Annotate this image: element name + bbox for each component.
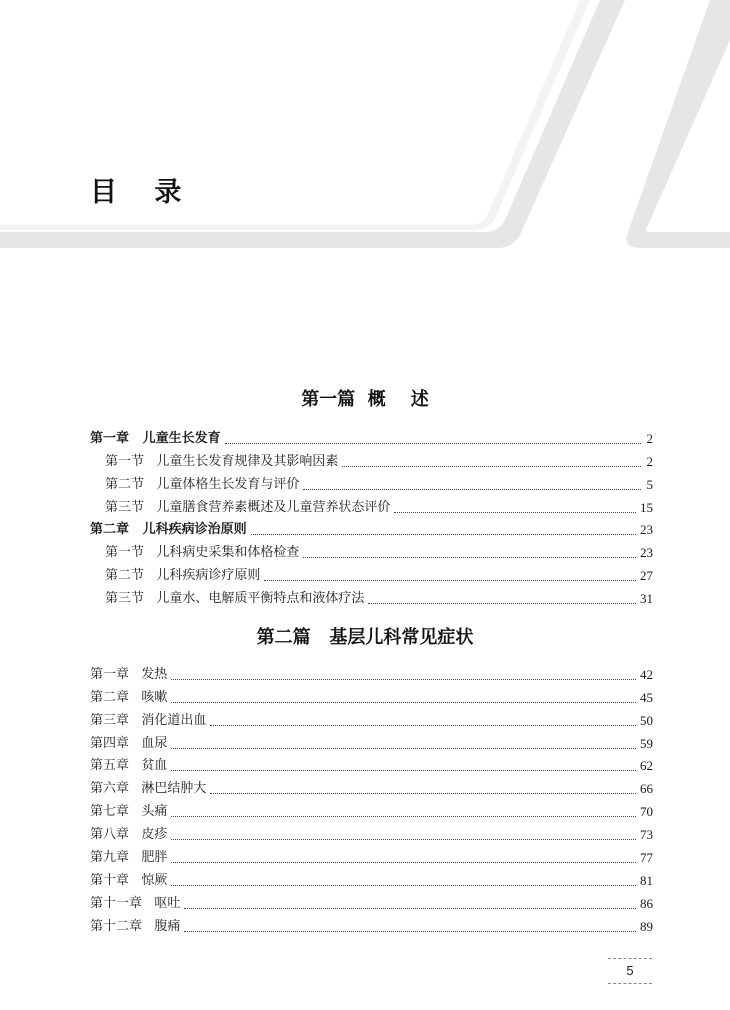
dot-leader <box>210 725 636 726</box>
toc-entry-page: 15 <box>640 499 653 515</box>
toc-entry[interactable] <box>90 797 653 820</box>
toc-entry-page: 31 <box>640 591 653 607</box>
toc-list-part-2 <box>90 660 653 935</box>
toc-entry-label: 第二章 咳嗽 <box>90 689 168 705</box>
toc-entry-page: 2 <box>646 430 653 446</box>
toc-entry-label: 第八章 皮疹 <box>90 827 168 843</box>
dot-leader <box>303 557 636 558</box>
toc-entry[interactable] <box>90 470 653 493</box>
dot-leader <box>184 931 636 932</box>
toc-entry-page: 23 <box>640 545 653 561</box>
toc-entry-label: 第九章 肥胖 <box>90 850 168 866</box>
toc-entry-page: 23 <box>640 522 653 538</box>
dot-leader <box>171 748 636 749</box>
dot-leader <box>171 770 636 771</box>
toc-entry-label: 第十一章 呕吐 <box>90 895 181 911</box>
toc-entry-page: 70 <box>640 804 653 820</box>
dot-leader <box>171 816 636 817</box>
toc-entry-label: 第二节 儿科疾病诊疗原则 <box>105 568 261 584</box>
toc-entry[interactable] <box>90 820 653 843</box>
dot-leader <box>368 603 636 604</box>
toc-entry[interactable] <box>90 660 653 683</box>
toc-entry[interactable] <box>90 447 653 470</box>
toc-list-part-1 <box>90 424 653 607</box>
toc-entry[interactable] <box>90 752 653 775</box>
toc-entry-page: 86 <box>640 895 653 911</box>
toc-entry-label: 第一章 儿童生长发育 <box>90 430 221 446</box>
toc-entry-label: 第十章 惊厥 <box>90 872 168 888</box>
toc-entry-label: 第一章 发热 <box>90 666 168 682</box>
dot-leader <box>210 793 636 794</box>
toc-entry[interactable] <box>90 538 653 561</box>
toc-entry[interactable] <box>90 774 653 797</box>
part-heading-2: 第二篇 基层儿科常见症状 <box>256 627 474 648</box>
dot-leader <box>171 862 636 863</box>
toc-entry-label: 第十二章 腹痛 <box>90 918 181 934</box>
dot-leader <box>303 489 641 490</box>
toc-entry[interactable] <box>90 729 653 752</box>
toc-entry-label: 第一节 儿科病史采集和体格检查 <box>105 545 300 561</box>
toc-entry-page: 89 <box>640 918 653 934</box>
toc-entry-label: 第四章 血尿 <box>90 735 168 751</box>
dot-leader <box>394 512 636 513</box>
dot-leader <box>171 885 636 886</box>
dot-leader <box>225 443 641 444</box>
toc-entry-label: 第三节 儿童水、电解质平衡特点和液体疗法 <box>105 591 365 607</box>
dot-leader <box>171 839 636 840</box>
dot-leader <box>184 908 636 909</box>
toc-entry-label: 第二节 儿童体格生长发育与评价 <box>105 476 300 492</box>
toc-entry[interactable] <box>90 561 653 584</box>
toc-entry[interactable] <box>90 889 653 912</box>
toc-entry[interactable] <box>90 843 653 866</box>
page-number: 5 <box>608 958 652 984</box>
header-decoration <box>0 0 730 260</box>
toc-entry-page: 27 <box>640 568 653 584</box>
toc-entry-label: 第三节 儿童膳食营养素概述及儿童营养状态评价 <box>105 499 391 515</box>
toc-entry[interactable] <box>90 584 653 607</box>
toc-entry[interactable] <box>90 493 653 516</box>
toc-entry[interactable] <box>90 706 653 729</box>
toc-entry-page: 2 <box>646 453 653 469</box>
toc-entry-page: 81 <box>640 872 653 888</box>
toc-entry-label: 第五章 贫血 <box>90 758 168 774</box>
toc-entry-page: 50 <box>640 712 653 728</box>
dot-leader <box>171 702 636 703</box>
toc-entry-label: 第一节 儿童生长发育规律及其影响因素 <box>105 453 339 469</box>
toc-entry-page: 66 <box>640 781 653 797</box>
toc-entry-page: 77 <box>640 850 653 866</box>
toc-entry[interactable] <box>90 866 653 889</box>
toc-entry[interactable] <box>90 683 653 706</box>
toc-entry-page: 59 <box>640 735 653 751</box>
toc-entry-page: 45 <box>640 689 653 705</box>
toc-entry-label: 第七章 头痛 <box>90 804 168 820</box>
dot-leader <box>171 679 636 680</box>
toc-entry-label: 第六章 淋巴结肿大 <box>90 781 207 797</box>
toc-entry[interactable] <box>90 516 653 539</box>
toc-entry-page: 73 <box>640 827 653 843</box>
toc-entry-page: 62 <box>640 758 653 774</box>
toc-entry-page: 42 <box>640 666 653 682</box>
toc-entry-page: 5 <box>646 476 653 492</box>
toc-entry[interactable] <box>90 912 653 935</box>
dot-leader <box>264 580 636 581</box>
toc-entry-label: 第二章 儿科疾病诊治原则 <box>90 522 247 538</box>
dot-leader <box>342 466 641 467</box>
toc-entry[interactable] <box>90 424 653 447</box>
toc-entry-label: 第三章 消化道出血 <box>90 712 207 728</box>
page-title: 目 录 <box>90 177 196 208</box>
dot-leader <box>251 534 636 535</box>
part-heading-1: 第一篇 概 述 <box>301 389 429 410</box>
